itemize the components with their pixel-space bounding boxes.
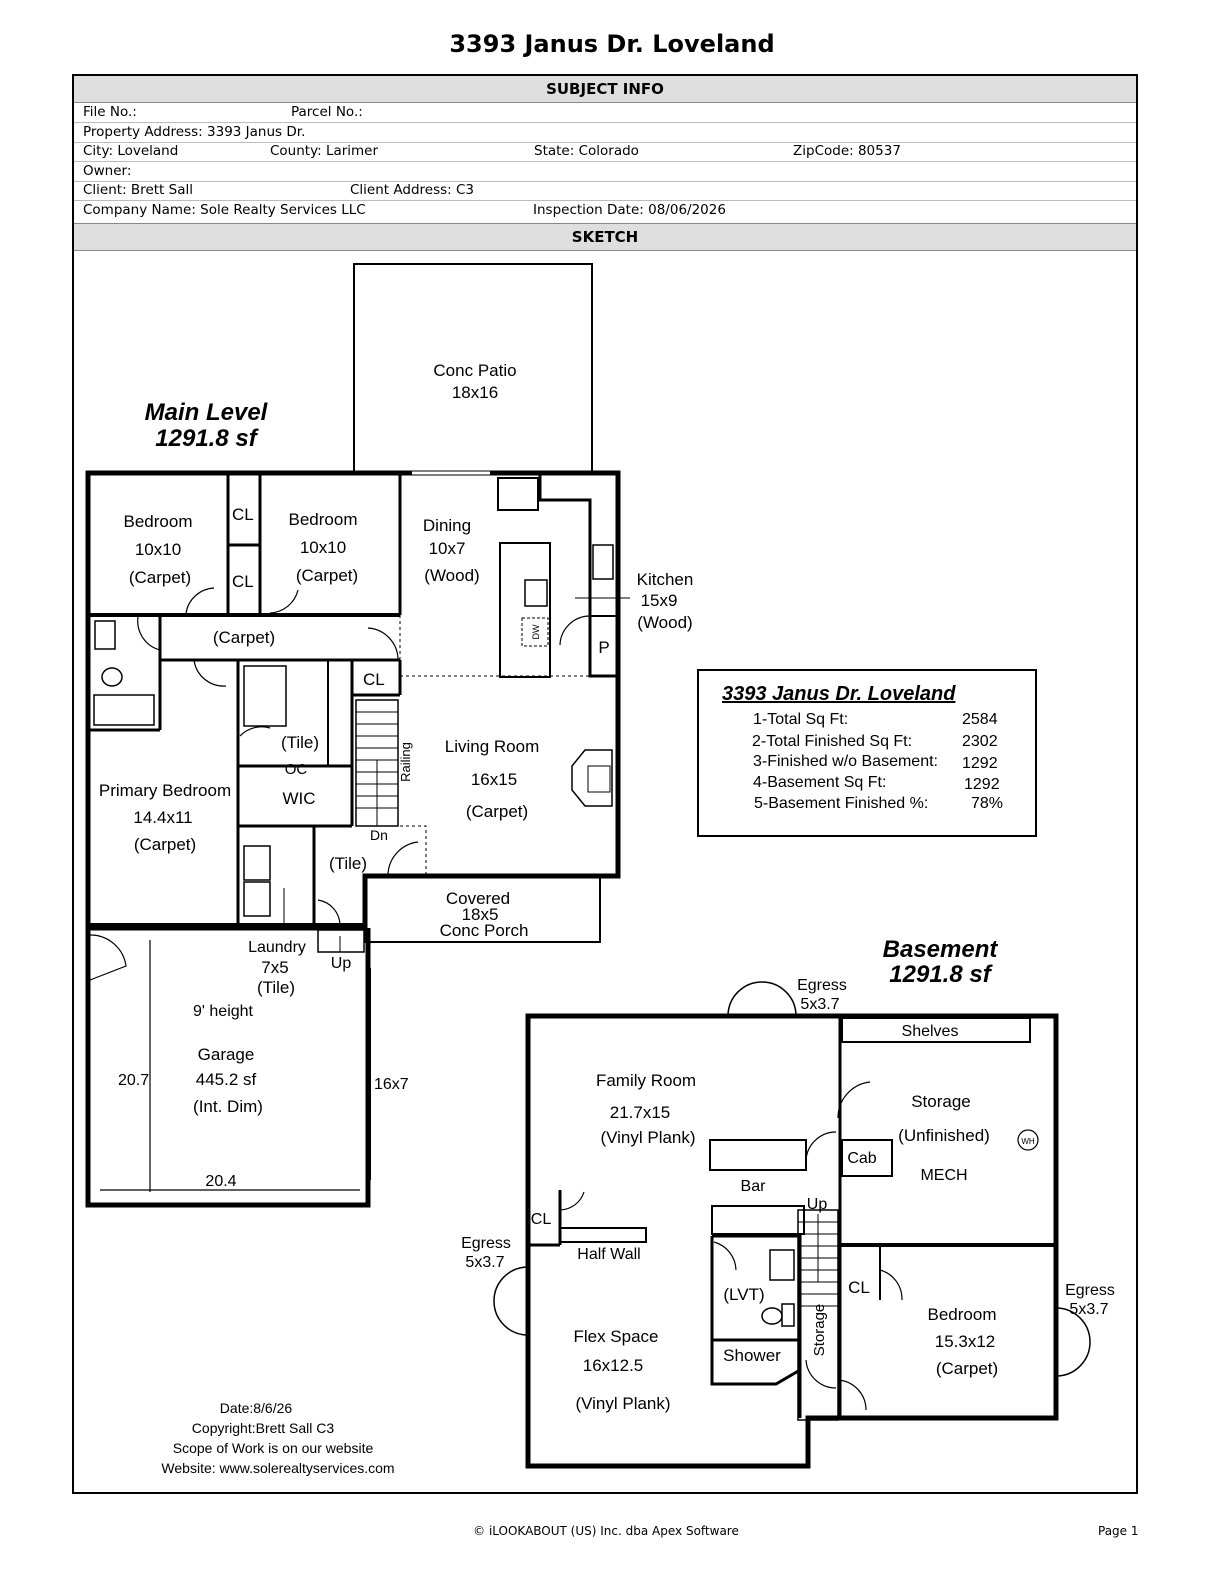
- hall-floor: (Carpet): [212, 628, 276, 647]
- shower-label: Shower: [723, 1346, 781, 1365]
- bath-lvt-floor: (LVT): [723, 1285, 765, 1304]
- water-heater-label: WH: [1021, 1137, 1035, 1146]
- summary-label-4: 4-Basement Sq Ft:: [753, 774, 887, 791]
- wic-label: WIC: [282, 789, 316, 808]
- dining-floor: (Wood): [424, 566, 480, 585]
- bedroom1-floor: (Carpet): [128, 568, 192, 587]
- page-number: Page 1: [1098, 1524, 1139, 1538]
- half-wall: [560, 1228, 646, 1242]
- bedroom2-dim: 10x10: [299, 538, 347, 557]
- bedroom1-name: Bedroom: [123, 512, 193, 531]
- garage-depth: 20.7: [118, 1072, 150, 1089]
- bedroom2-name: Bedroom: [288, 510, 358, 529]
- company-name: Company Name: Sole Realty Services LLC: [83, 202, 366, 218]
- family-room-name: Family Room: [595, 1071, 697, 1090]
- main-level-title: Main Level: [144, 399, 268, 426]
- bathtub: [94, 695, 154, 725]
- railing-label: Railing: [398, 742, 413, 782]
- summary-label-3: 3-Finished w/o Basement:: [753, 753, 938, 770]
- client: Client: Brett Sall: [83, 182, 193, 198]
- summary-label-2: 2-Total Finished Sq Ft:: [752, 733, 913, 750]
- sketch-header: SKETCH: [74, 223, 1136, 251]
- dining-name: Dining: [422, 516, 472, 535]
- closet-label-3: CL: [363, 670, 385, 689]
- garage-wall: [88, 928, 368, 1205]
- cabinet-label: Cab: [847, 1150, 877, 1167]
- garage-door-size: 16x7: [374, 1076, 409, 1093]
- county: County: Larimer: [270, 143, 379, 159]
- egress-left: [494, 1267, 528, 1335]
- garage-area: 445.2 sf: [195, 1070, 257, 1089]
- summary-value-3: 1292: [962, 755, 998, 772]
- kitchen-dim: 15x9: [640, 591, 678, 610]
- note-copyright: Copyright:Brett Sall C3: [191, 1420, 335, 1436]
- shelves-label: Shelves: [901, 1023, 959, 1040]
- fireplace: [572, 750, 612, 806]
- summary-value-5: 78%: [971, 795, 1004, 812]
- note-website: Website: www.solerealtyservices.com: [161, 1460, 395, 1476]
- basement-bedroom-dim: 15.3x12: [934, 1332, 996, 1351]
- owner: Owner:: [83, 163, 132, 179]
- state: State: Colorado: [534, 143, 639, 159]
- egress-left-name: Egress: [461, 1235, 511, 1252]
- kitchen-name: Kitchen: [636, 570, 694, 589]
- client-address: Client Address: C3: [350, 182, 474, 198]
- note-scope: Scope of Work is on our website: [172, 1440, 374, 1456]
- shower-stall: [244, 666, 286, 726]
- basement-bedroom-name: Bedroom: [927, 1305, 997, 1324]
- primary-bedroom-floor: (Carpet): [133, 835, 197, 854]
- basement-closet-right: CL: [848, 1278, 870, 1297]
- storage-floor: (Unfinished): [898, 1126, 990, 1145]
- pantry-label: P: [598, 638, 610, 657]
- summary-title: 3393 Janus Dr. Loveland: [722, 683, 956, 705]
- flex-space-floor: (Vinyl Plank): [575, 1394, 671, 1413]
- summary-value-1: 2584: [962, 711, 998, 728]
- porch-line-1: Covered: [445, 889, 511, 908]
- subject-info-header: SUBJECT INFO: [74, 76, 1136, 103]
- washer: [244, 846, 270, 880]
- patio-name: Conc Patio: [433, 361, 517, 380]
- page-title: 3393 Janus Dr. Loveland: [449, 30, 775, 58]
- living-room-floor: (Carpet): [465, 802, 529, 821]
- city: City: Loveland: [83, 143, 179, 159]
- bar-label: Bar: [740, 1178, 766, 1195]
- garage-note: (Int. Dim): [193, 1097, 263, 1116]
- egress-top-name: Egress: [797, 977, 847, 994]
- property-address: Property Address: 3393 Janus Dr.: [83, 124, 306, 140]
- oc-label: OC: [284, 761, 308, 778]
- stairs-up-label: Up: [330, 955, 352, 972]
- zipcode: ZipCode: 80537: [793, 143, 901, 159]
- dining-dim: 10x7: [428, 539, 466, 558]
- summary-label-5: 5-Basement Finished %:: [754, 795, 929, 812]
- summary-label-1: 1-Total Sq Ft:: [753, 711, 849, 728]
- stairs-down-label: Dn: [370, 827, 388, 843]
- toilet: [102, 668, 122, 686]
- summary-value-4: 1292: [964, 776, 1000, 793]
- primary-bedroom-name: Primary Bedroom: [98, 781, 232, 800]
- egress-right-dim: 5x3.7: [1069, 1301, 1109, 1318]
- refrigerator: [498, 478, 538, 510]
- main-level-area: 1291.8 sf: [155, 425, 257, 452]
- kitchen-sink: [525, 580, 547, 606]
- file-no: File No.:: [83, 104, 137, 120]
- basement-bedroom-floor: (Carpet): [935, 1359, 999, 1378]
- under-stairs-storage-label: Storage: [811, 1303, 828, 1357]
- mech-label: MECH: [920, 1167, 968, 1184]
- garage-height: 9' height: [193, 1003, 253, 1020]
- kitchen-island: [500, 543, 550, 677]
- egress-top: [728, 982, 796, 1016]
- range-stove: [593, 545, 613, 579]
- note-date: Date:8/6/26: [219, 1400, 293, 1416]
- egress-top-dim: 5x3.7: [800, 996, 840, 1013]
- living-room-dim: 16x15: [470, 770, 518, 789]
- footer-credit: © iLOOKABOUT (US) Inc. dba Apex Software: [473, 1524, 739, 1538]
- flex-space-dim: 16x12.5: [582, 1356, 644, 1375]
- summary-value-2: 2302: [962, 733, 998, 750]
- porch-line-2: 18x5: [461, 905, 499, 924]
- basement-closet-left: CL: [530, 1211, 552, 1228]
- living-room-name: Living Room: [444, 737, 540, 756]
- closet-label-2: CL: [232, 572, 254, 591]
- laundry-floor: (Tile): [256, 978, 296, 997]
- family-room-dim: 21.7x15: [609, 1103, 671, 1122]
- closet-label-1: CL: [232, 505, 254, 524]
- laundry-name: Laundry: [248, 939, 306, 956]
- bar-counter: [710, 1140, 806, 1170]
- bedroom2-floor: (Carpet): [295, 566, 359, 585]
- entry-floor: (Tile): [328, 854, 368, 873]
- bath-floor: (Tile): [280, 733, 320, 752]
- garage-name: Garage: [197, 1045, 255, 1064]
- inspection-date: Inspection Date: 08/06/2026: [533, 202, 726, 218]
- egress-left-dim: 5x3.7: [465, 1254, 505, 1271]
- basement-stairs-up-label: Up: [806, 1196, 828, 1213]
- half-wall-label: Half Wall: [577, 1246, 641, 1263]
- parcel-no: Parcel No.:: [291, 104, 363, 120]
- flex-space-name: Flex Space: [573, 1327, 659, 1346]
- basement-area: 1291.8 sf: [889, 961, 991, 988]
- storage-name: Storage: [911, 1092, 971, 1111]
- bedroom1-dim: 10x10: [134, 540, 182, 559]
- porch-line-3: Conc Porch: [439, 921, 529, 940]
- basement-title: Basement: [882, 936, 998, 963]
- patio-dim: 18x16: [451, 383, 499, 402]
- kitchen-floor: (Wood): [637, 613, 693, 632]
- egress-right-name: Egress: [1065, 1282, 1115, 1299]
- laundry-dim: 7x5: [261, 958, 289, 977]
- dishwasher-label: DW: [531, 624, 541, 640]
- dryer: [244, 882, 270, 916]
- family-room-floor: (Vinyl Plank): [600, 1128, 696, 1147]
- garage-width: 20.4: [205, 1173, 237, 1190]
- primary-bedroom-dim: 14.4x11: [133, 808, 193, 827]
- egress-right: [1056, 1308, 1090, 1376]
